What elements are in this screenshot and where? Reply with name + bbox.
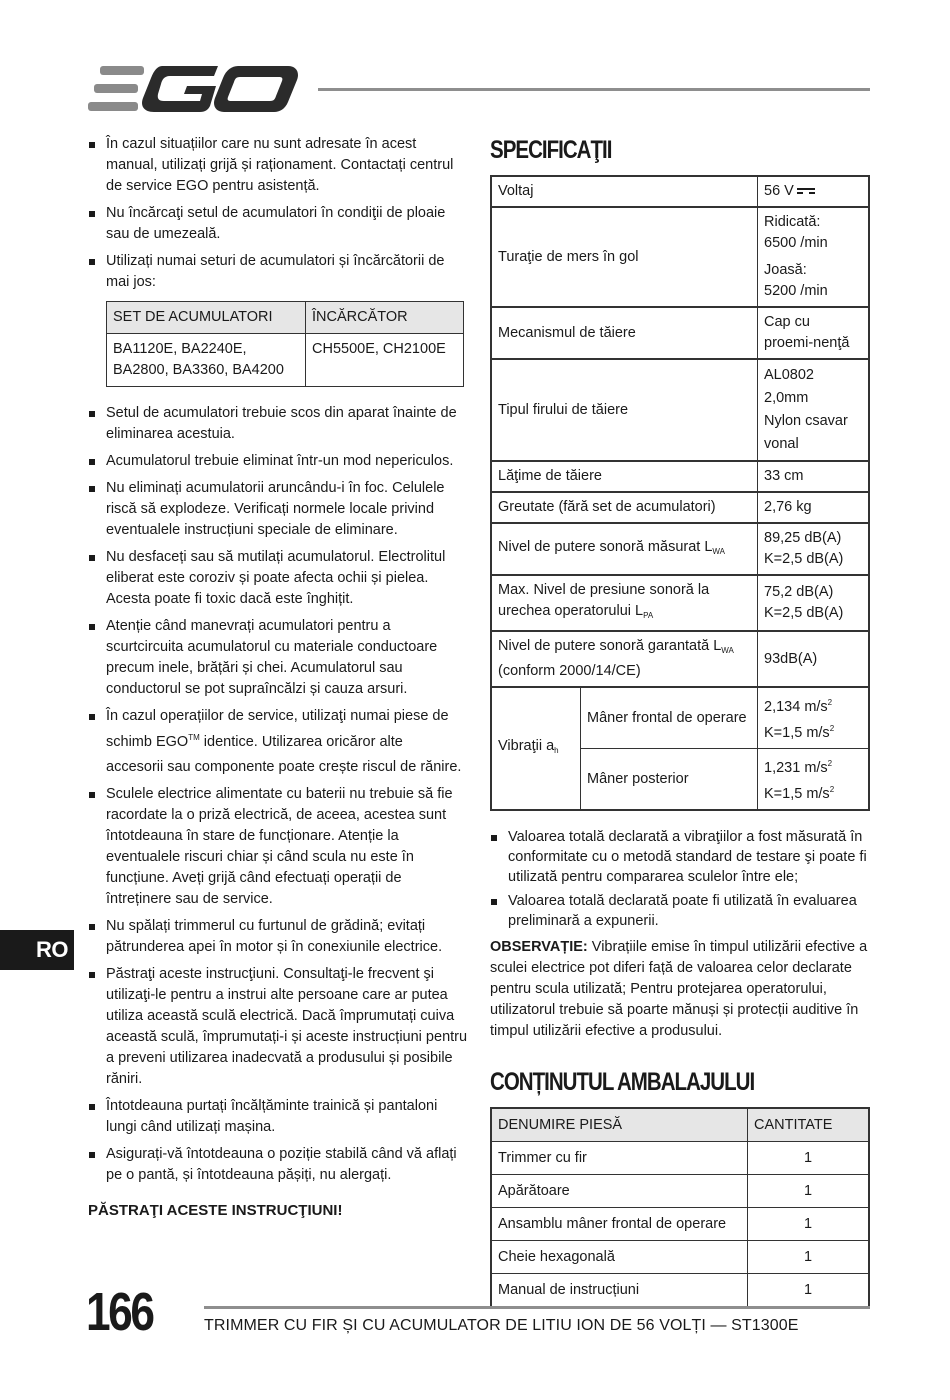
specifications-column: [490, 134, 870, 1308]
list-item: Valoarea totală declarată a vibraţiilor a fost măsurată în conformitate cu o metodă standard de testare şi poate fi utilizată pentru compararea sculelor între ele;: [490, 827, 870, 887]
package-contents-table: [490, 1107, 870, 1308]
dc-symbol-icon: [797, 187, 815, 196]
language-tab: RO: [0, 930, 74, 970]
spec-value: [758, 207, 870, 307]
ego-logo: [88, 66, 298, 112]
package-contents-title: CONȚINUTUL AMBALAJULUI: [490, 1068, 755, 1096]
spec-value: 2,76 kg: [758, 492, 870, 523]
spec-label: Voltaj: [491, 176, 758, 207]
service-text: În cazul operațiilor de service, utilizaţi numai piese de schimb EGO: [106, 708, 449, 750]
footer-rule: [204, 1306, 870, 1309]
table-row: [491, 1142, 869, 1175]
list-item: Valoarea totală declarată poate fi utilizată în evaluarea preliminară a expunerii.: [490, 891, 870, 931]
spec-value: 1,231 $m/s^2$ K=1,5 $m/s^2$: [758, 749, 870, 811]
table-cell: Manual de instrucțiuni: [491, 1274, 748, 1308]
list-item: Nu spălați trimmerul cu furtunul de grădină; evitați pătrunderea apei în motor și în conexiunile electrice.: [88, 916, 468, 958]
spec-value: 89,25 dB(A) K=2,5 dB(A): [758, 523, 870, 575]
spec-label: Greutate (fără set de acumulatori): [491, 492, 758, 523]
battery-charger-table: [106, 301, 464, 387]
table-row: [491, 1208, 869, 1241]
list-item: Asigurați-vă întotdeauna o poziție stabilă când vă aflați pe o pantă, și întotdeauna pășiți, nu alergați.: [88, 1144, 468, 1186]
observation-label: OBSERVAȚIE:: [490, 939, 588, 955]
list-item: În cazul situațiilor care nu sunt adresate în acest manual, utilizați grijă și raționament. Contactați centrul de service EGO pentru asistență.: [88, 134, 468, 197]
service-text: identice. Utilizarea oricăror alte: [199, 734, 403, 750]
speed-high-value: 6500 /min: [764, 235, 828, 251]
table-cell: Cheie hexagonală: [491, 1241, 748, 1274]
list-item-continuation: accesorii sau componente poate crește riscul de rănire.: [106, 759, 462, 775]
table-cell: 1: [748, 1241, 870, 1274]
spec-value: AL0802 2,0mm Nylon csavar vonal: [758, 359, 870, 461]
vibration-notes: [490, 827, 870, 931]
table-header: DENUMIRE PIESĂ: [491, 1108, 748, 1142]
spec-label: Tipul firului de tăiere: [491, 359, 758, 461]
table-header: ÎNCĂRCĂTOR: [306, 302, 464, 334]
table-cell: Trimmer cu fir: [491, 1142, 748, 1175]
table-cell: CH5500E, CH2100E: [306, 334, 464, 387]
table-row: [491, 1241, 869, 1274]
table-cell: 1: [748, 1142, 870, 1175]
list-item: [88, 706, 468, 753]
list-item: Setul de acumulatori trebuie scos din aparat înainte de eliminarea acestuia.: [88, 403, 468, 445]
list-item: Utilizați numai seturi de acumulatori și încărcătorii de mai jos:: [88, 251, 468, 293]
footer-title: TRIMMER CU FIR ȘI CU ACUMULATOR DE LITIU ION DE 56 VOLȚI — ST1300E: [204, 1317, 799, 1334]
table-cell: 1: [748, 1274, 870, 1308]
trademark: TM: [188, 733, 200, 742]
speed-high-label: Ridicată:: [764, 214, 821, 230]
header-rule: [318, 88, 870, 91]
table-cell: Ansamblu mâner frontal de operare: [491, 1208, 748, 1241]
list-item: Întotdeauna purtați încălțăminte trainică și pantaloni lungi când utilizați mașina.: [88, 1096, 468, 1138]
list-item: Nu încărcaţi setul de acumulatori în condiţii de ploaie sau de umezeală.: [88, 203, 468, 245]
table-cell: Apărătoare: [491, 1175, 748, 1208]
table-header: CANTITATE: [748, 1108, 870, 1142]
table-row: [491, 1175, 869, 1208]
table-row: [491, 1274, 869, 1308]
table-cell: 1: [748, 1175, 870, 1208]
table-cell: 1: [748, 1208, 870, 1241]
observation: [490, 937, 870, 1042]
spec-label: Nivel de putere sonoră garantată $L_{WA}$ (conform 2000/14/CE): [491, 631, 758, 687]
spec-value: 2,134 $m/s^2$ K=1,5 $m/s^2$: [758, 687, 870, 749]
spec-value: 56 V: [758, 176, 870, 207]
specifications-table: [490, 175, 870, 811]
speed-low-label: Joasă:: [764, 262, 807, 278]
spec-label: Lăţime de tăiere: [491, 461, 758, 492]
table-cell: BA1120E, BA2240E, BA2800, BA3360, BA4200: [107, 334, 306, 387]
spec-label: Nivel de putere sonoră măsurat $L_{WA}$: [491, 523, 758, 575]
specifications-title: SPECIFICAŢII: [490, 136, 612, 164]
spec-label: Turaţie de mers în gol: [491, 207, 758, 307]
list-item: Atenție când manevrați acumulatori pentru a scurtcircuita acumulatorul cu materiale conductoare precum inele, brățări și chei. Acumulatorul sau conductorul se pot supraîncălzi și cauza arsuri.: [88, 616, 468, 700]
svg-text:EGO: EGO: [88, 66, 91, 67]
list-item: Nu desfaceți sau să mutilați acumulatorul. Electrolitul eliberat este coroziv și poate afecta ochii și pielea. Acesta poate fi toxic dacă este înghițit.: [88, 547, 468, 610]
spec-label: Max. Nivel de presiune sonoră la urechea operatorului $L_{PA}$: [491, 575, 758, 631]
safety-instructions: [88, 134, 468, 1236]
keep-instructions: PĂSTRAŢI ACESTE INSTRUCŢIUNI!: [88, 1202, 343, 1219]
list-item: Acumulatorul trebuie eliminat într-un mod nepericulos.: [88, 451, 468, 472]
observation-text: Vibrațiile emise în timpul utilizării efective a sculei electrice pot diferi față de valoarea celor declarate pentru scula utilizată; Pentru protejarea operatorului, utilizatorul trebuie să poarte mănuși și protecții auditive în timpul utilizării efective a produsului.: [490, 939, 868, 1039]
spec-value: 75,2 dB(A) K=2,5 dB(A): [758, 575, 870, 631]
speed-low-value: 5200 /min: [764, 283, 828, 299]
spec-value: 93dB(A): [758, 631, 870, 687]
spec-label: Mecanismul de tăiere: [491, 307, 758, 359]
spec-label: Vibraţii $a_h$: [491, 687, 581, 810]
list-item: Sculele electrice alimentate cu baterii nu trebuie să fie racordate la o priză electrică, de aceea, acestea sunt întotdeauna în stare de funcționare. Atenție la eventualele riscuri chiar și când scula nu este în funcțiune. Aveți grijă când efectuați operații de întreținere sau de service.: [88, 784, 468, 910]
spec-value: Cap cu proemi-nenţă: [758, 307, 870, 359]
page-number: 166: [86, 1282, 153, 1342]
list-item: Păstraţi aceste instrucţiuni. Consultaţi-le frecvent şi utilizaţi-le pentru a instrui alte persoane care ar putea utiliza această sculă electrică. Dacă împrumutați cuiva această sculă, împrumutați-i și aceste instrucțiuni pentru a preveni utilizarea inadecvată a produsului și posibile răniri.: [88, 964, 468, 1090]
table-header: SET DE ACUMULATORI: [107, 302, 306, 334]
list-item: Nu eliminați acumulatorii aruncându-i în foc. Celulele riscă să explodeze. Verificați normele locale privind eventualele instrucțiuni speciale de eliminare.: [88, 478, 468, 541]
spec-sublabel: Mâner posterior: [581, 749, 758, 811]
spec-value: 33 cm: [758, 461, 870, 492]
spec-sublabel: Mâner frontal de operare: [581, 687, 758, 749]
